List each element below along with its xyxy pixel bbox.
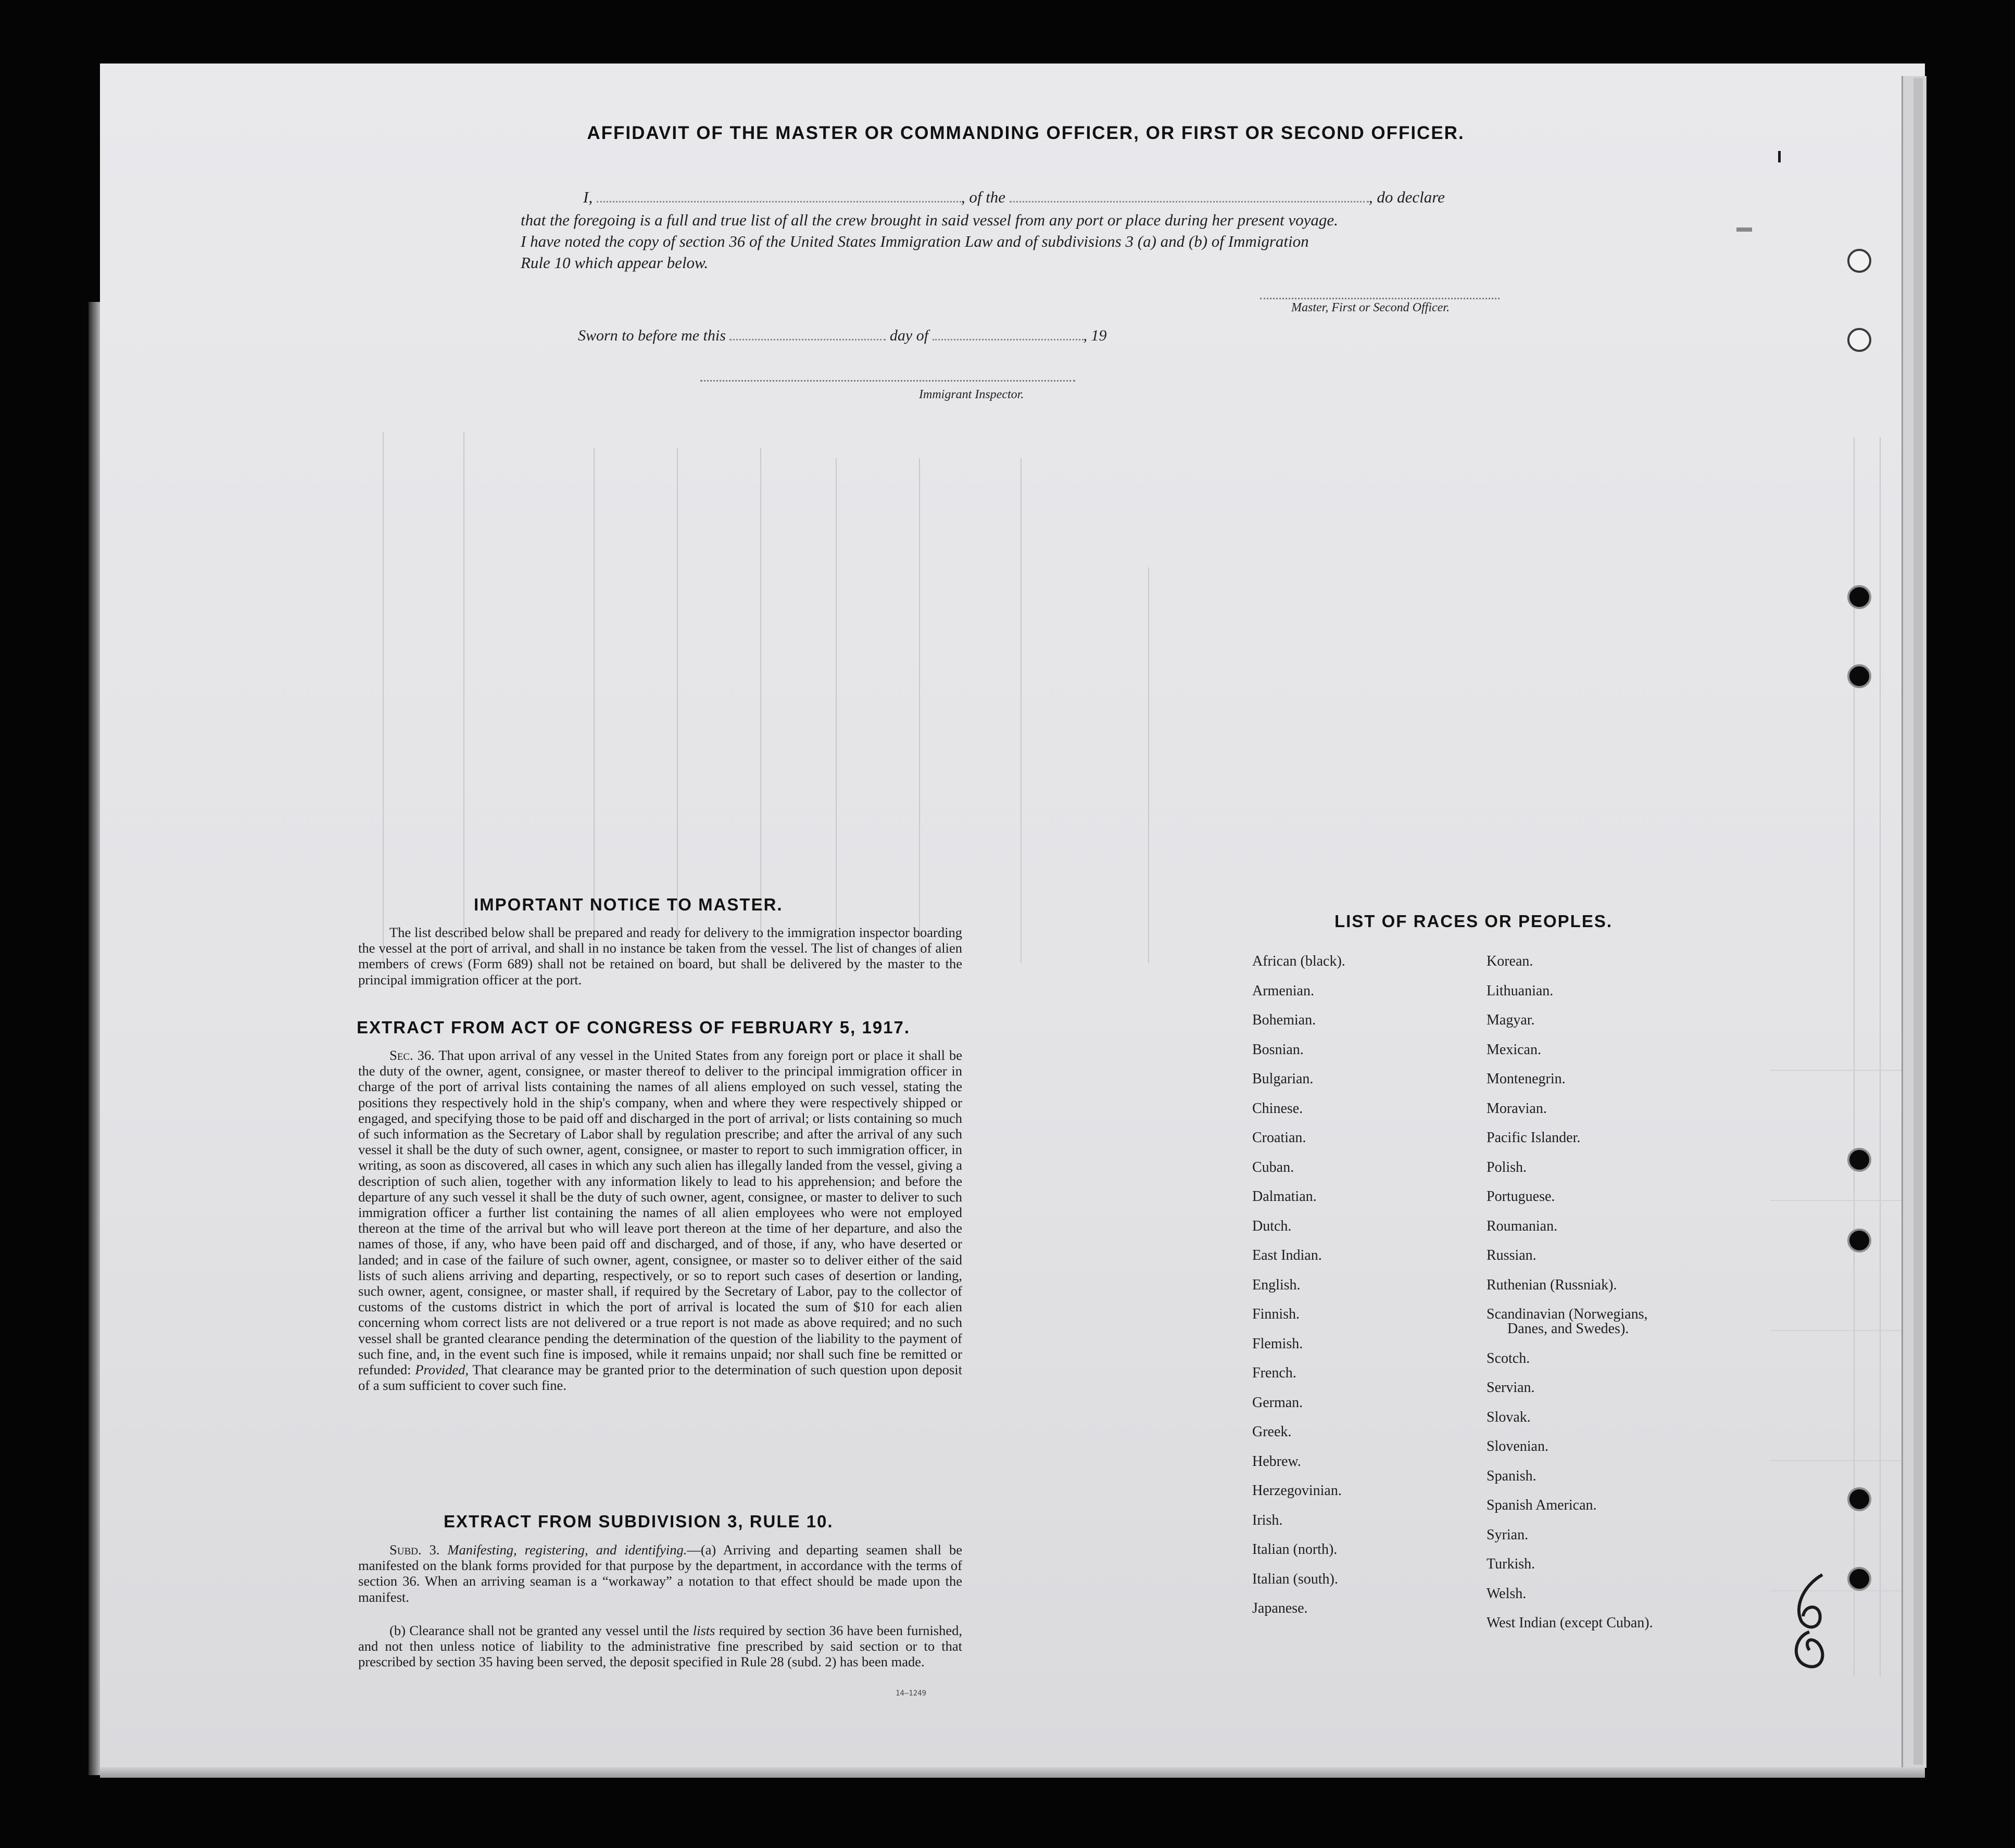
race-item: English. [1252,1276,1301,1293]
signature-label: Master, First or Second Officer. [1291,301,1450,314]
subdivision-a-text [358,1542,962,1605]
race-item: Syrian. [1487,1526,1529,1543]
inspector-label: Immigrant Inspector. [919,388,1024,401]
bleed-through-rule [919,458,920,963]
race-item: Japanese. [1252,1600,1308,1616]
section-36-text: That upon arrival of any vessel in the United States from any foreign port or place it shall be the duty of the owner, agent, consignee, or master thereof to deliver to the principal immigration officer in charge of the port of arrival lists containing the names of all aliens employed on such vessel, stating the positions they respectively hold in the ship's company, when and where they were respectively shipped or engaged, and specifying those to be paid off and discharged in the port of arrival; or lists containing so much of such information as the Secretary of Labor shall by regulation prescribe; and after the arrival of any such vessel it shall be the duty of such owner, agent, consignee, or master to report to such immigration officer, in writing, as soon as discovered, all cases in which any such alien has illegally landed from the vessel, giving a description of such alien, together with any information likely to lead to his apprehension; and before the departure of any such vessel it shall be the duty of such owner, agent, consignee, or master to deliver to such immigration officer a further list containing the names of all alien employees who were not employed thereon at the time of the arrival but who will leave port thereon at the time of her departure, and also the names of those, if any, who have been paid off and discharged, and of those, if any, who have deserted or landed; and in case of the failure of such owner, agent, consignee, or master so to deliver either of the said lists of such aliens arriving and departing, respectively, or so to report such cases of desertion or landing, such owner, agent, consignee, or master shall, if required by the Secretary of Labor, pay to the collector of customs of the customs district in which the port of arrival is located the sum of $10 for each alien concerning whom correct lists are not delivered or a true report is not made as above required; and no such vessel shall be granted clearance pending the determination of the question of the liability to the payment of such fine, and, in the event such fine is imposed, while it remains unpaid; nor shall such fine be remitted or refunded: [358,1047,962,1378]
race-item: Magyar. [1487,1012,1535,1028]
race-item: Armenian. [1252,982,1314,999]
race-item: Flemish. [1252,1335,1303,1352]
race-item: Montenegrin. [1487,1071,1566,1087]
vessel-blank [1010,201,1369,202]
bleed-through-rule [1770,1460,1901,1461]
race-item: Hebrew. [1252,1453,1301,1470]
lists-word: lists [692,1623,715,1638]
race-item: Roumanian. [1487,1218,1558,1234]
binder-hole [1847,1487,1871,1511]
race-item: Portuguese. [1487,1188,1555,1205]
race-item: Irish. [1252,1512,1283,1528]
sworn-year: , 19 [1083,327,1107,344]
race-item: Danes, and Swedes). [1507,1321,1629,1337]
extract-act-title: EXTRACT FROM ACT OF CONGRESS OF FEBRUARY 5, 1917. [357,1018,911,1037]
affidavit-declare: , do declare [1368,188,1445,206]
race-item: Bosnian. [1252,1041,1304,1058]
subdivision-b-end: required by section 36 have been furnished, and not then unless notice of liability to the administrative fine prescribed by said section or to that prescribed by section 35 having been served, the deposit specified in Rule 28 (subd. 2) has been made. [358,1623,963,1670]
race-item: Italian (south). [1252,1571,1338,1587]
race-item: Italian (north). [1252,1541,1338,1558]
inspector-signature-line [700,380,1075,382]
binder-hole [1847,664,1871,688]
affidavit-of-the: , of the [961,188,1006,206]
important-notice-title: IMPORTANT NOTICE TO MASTER. [474,895,783,914]
affidavit-declaration-line [521,189,1526,205]
section-36-end: That clearance may be granted prior to the determination of such question upon deposit of a sum sufficient to cover such fine. [358,1362,963,1394]
binder-hole [1847,1229,1871,1252]
race-item: Greek. [1252,1424,1292,1440]
bleed-through-rule [760,448,761,963]
bleed-through-rule [1148,567,1149,963]
race-item: Chinese. [1252,1100,1303,1117]
subdivision-label: Subd. 3. [389,1542,440,1558]
bleed-through-rule [1770,1330,1901,1331]
race-item: Pacific Islander. [1487,1130,1581,1146]
stray-mark [1778,151,1781,162]
race-item: Mexican. [1487,1041,1541,1058]
race-item: Polish. [1487,1159,1527,1175]
race-item: Welsh. [1487,1585,1527,1602]
sworn-text: Sworn to before me this [578,327,726,344]
binder-hole [1847,1567,1871,1591]
bleed-through-rule [1021,458,1022,963]
bleed-through-rule [594,448,595,963]
provided-word: Provided, [415,1362,469,1378]
race-item: Turkish. [1487,1556,1535,1572]
race-item: Slovenian. [1487,1438,1548,1454]
subdivision-a-body: —(a) Arriving and departing seamen shall be manifested on the blank forms provided for that purpose by the department, in accordance with the terms of section 36. When an arriving seaman is a “workaway” a notation to that effect should be made upon the manifest. [358,1542,962,1605]
race-item: Moravian. [1487,1100,1547,1117]
race-item: German. [1252,1394,1303,1411]
race-item: Scotch. [1487,1350,1530,1366]
race-item: Finnish. [1252,1306,1300,1322]
affidavit-text-line: I have noted the copy of section 36 of the United States Immigration Law and of subdivisions 3 (a) and (b) of Immigration [521,232,1309,250]
binder-hole [1847,328,1871,352]
sworn-day-of: day of [889,327,929,344]
race-item: French. [1252,1365,1296,1381]
handwritten-number [1773,1564,1846,1684]
race-item: Croatian. [1252,1130,1306,1146]
binder-hole [1847,249,1871,273]
bleed-through-rule [677,448,678,963]
page-bottom-edge [100,1767,1925,1778]
stray-mark [1736,227,1752,232]
race-item: Scandinavian (Norwegians, [1487,1306,1648,1322]
bleed-through-rule [1770,1070,1901,1071]
race-item: Dalmatian. [1252,1188,1317,1205]
name-blank [597,201,961,202]
affidavit-text-line: that the foregoing is a full and true list of all the crew brought in said vessel from any port or place during her present voyage. [521,211,1338,229]
affidavit-i: I, [583,188,593,206]
sworn-day-blank [729,339,886,340]
race-item: Ruthenian (Russniak). [1487,1276,1617,1293]
form-number: 14—1249 [896,1689,927,1698]
bleed-through-rule [1880,437,1881,1676]
bleed-through-rule [836,458,837,963]
race-item: Dutch. [1252,1218,1292,1234]
bleed-through-rule [1770,1200,1901,1201]
important-notice-text: The list described below shall be prepared and ready for delivery to the immigration inspector boarding the vessel at the port of arrival, and shall in no instance be taken from the vessel. The list of changes of alien members of crews (Form 689) shall not be retained on board, but shall be delivered by the master to the principal immigration officer at the port. [358,925,962,988]
underlying-page-edge [1913,78,1923,1765]
signature-line [1260,298,1500,299]
affidavit-title: AFFIDAVIT OF THE MASTER OR COMMANDING OFFICER, OR FIRST OR SECOND OFFICER. [587,123,1465,143]
subdivision-heading: Manifesting, registering, and identifying. [447,1542,687,1558]
extract-act-text [358,1047,962,1393]
race-item: Bulgarian. [1252,1071,1314,1087]
sworn-month-blank [933,339,1084,340]
affidavit-text-line: Rule 10 which appear below. [521,254,709,272]
subdivision-b-start: (b) Clearance shall not be granted any vessel until the [389,1623,689,1638]
race-item: Herzegovinian. [1252,1483,1342,1499]
binder-hole [1847,585,1871,609]
bleed-through-rule [463,432,464,963]
extract-rule-title: EXTRACT FROM SUBDIVISION 3, RULE 10. [444,1512,834,1531]
race-item: African (black). [1252,953,1345,969]
race-item: Slovak. [1487,1409,1531,1425]
bleed-through-rule [383,432,384,963]
race-item: West Indian (except Cuban). [1487,1615,1653,1631]
race-item: Cuban. [1252,1159,1294,1175]
race-item: Spanish American. [1487,1497,1597,1513]
race-item: Bohemian. [1252,1012,1316,1028]
races-title: LIST OF RACES OR PEOPLES. [1334,912,1613,931]
race-item: Lithuanian. [1487,982,1554,999]
section-label: Sec. 36. [389,1047,435,1063]
race-item: Spanish. [1487,1467,1537,1484]
binder-hole [1847,1148,1871,1172]
race-item: Russian. [1487,1247,1537,1263]
race-item: Servian. [1487,1379,1535,1396]
race-item: Korean. [1487,953,1533,969]
sworn-line [578,327,1255,345]
subdivision-b-text [358,1623,962,1670]
race-item: East Indian. [1252,1247,1322,1263]
